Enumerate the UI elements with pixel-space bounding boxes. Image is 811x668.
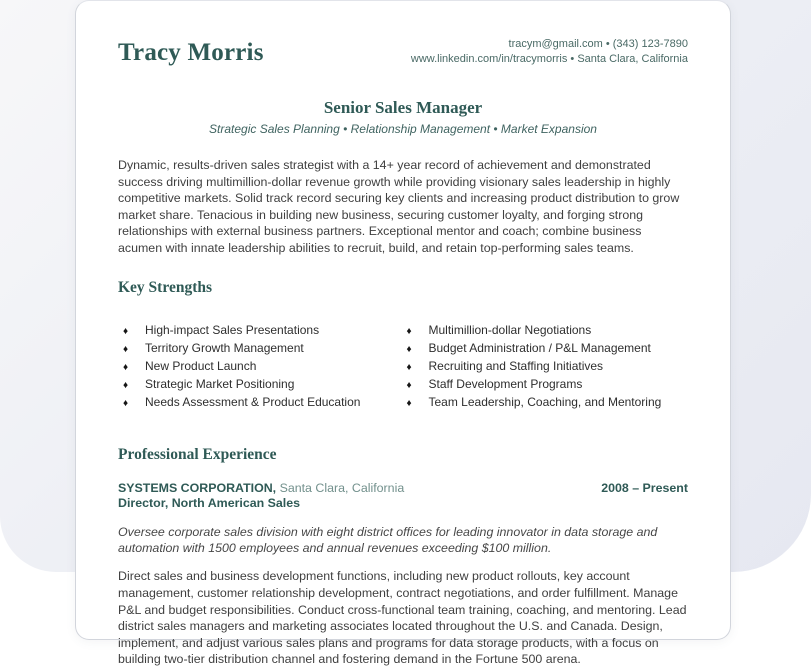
diamond-bullet-icon: ♦ [406,379,412,391]
list-item [407,324,689,338]
strength-label: Team Leadership, Coaching, and Mentoring [428,394,662,409]
list-item [123,360,405,374]
company-and-location [118,481,404,496]
diamond-bullet-icon: ♦ [123,361,129,373]
strength-label: Multimillion-dollar Negotiations [428,322,592,337]
company-location: Santa Clara, California [279,480,405,495]
candidate-name: Tracy Morris [118,39,264,66]
resume-title: Senior Sales Manager [323,98,483,117]
list-item [407,342,689,356]
job-intro-paragraph: Oversee corporate sales division with eight district offices for leading innovator in data storage and automation with 1500 employees and annual revenues exceeding $100 million. [118,524,658,555]
strength-label: Staff Development Programs [428,376,583,391]
resume-header [118,35,688,67]
diamond-bullet-icon: ♦ [406,343,412,355]
diamond-bullet-icon: ♦ [406,397,412,409]
employment-dates: 2008 – Present [601,480,688,495]
job-role: Director, North American Sales [118,495,301,510]
contact-info [411,35,688,67]
list-item [123,378,405,392]
job-company-row [118,481,688,496]
list-item [407,378,689,392]
job-entry [118,481,688,511]
key-strengths-list [118,324,688,410]
strength-label: New Product Launch [145,358,257,373]
strength-label: Territory Growth Management [145,340,304,355]
contact-line-linkedin-location: www.linkedin.com/in/tracymorris • Santa Clara, California [410,53,688,65]
resume-tagline: Strategic Sales Planning • Relationship Management • Market Expansion [209,122,597,136]
diamond-bullet-icon: ♦ [123,397,129,409]
list-item [123,324,405,338]
strength-label: Budget Administration / P&L Management [428,340,651,355]
diamond-bullet-icon: ♦ [406,325,412,337]
summary-paragraph: Dynamic, results-driven sales strategist with a 14+ year record of achievement and demonstrated success driving multimillion-dollar revenue growth while providing visionary sales leadership in highly competitive markets. Solid track record securing key clients and increasing product distribution to grow market share. Tenacious in building new business, securing customer loyalty, and forging strong relationships with external business partners. Exceptional mentor and coach; combine business acumen with innate leadership abilities to recruit, build, and retain top-performing sales teams. [118,158,680,255]
strength-label: Strategic Market Positioning [145,376,295,391]
diamond-bullet-icon: ♦ [123,325,129,337]
title-block [118,98,688,136]
diamond-bullet-icon: ♦ [123,343,129,355]
list-item [123,342,405,356]
resume-document [75,0,731,667]
contact-line-email-phone: tracym@gmail.com • (343) 123-7890 [508,38,688,50]
section-heading-professional-experience: Professional Experience [118,445,277,463]
strength-label: Needs Assessment & Product Education [145,394,361,409]
list-item [123,396,405,410]
strength-label: Recruiting and Staffing Initiatives [428,358,604,373]
strength-label: High-impact Sales Presentations [145,322,320,337]
job-description-paragraph: Direct sales and business development functions, including new product rollouts, key account management, customer relationship development, contract negotiations, and order fulfillment. Manage P&L and budget responsibilities. Conduct cross-functional team training, coaching, and mentoring. Lead district sales managers and marketing associates located throughout the U.S. and Canada. Design, implement, and adjust various sales plans and programs for data storage products, with a focus on building two-tier distribution channel and fostering demand in the Fortune 500 arena. [118,569,687,667]
diamond-bullet-icon: ♦ [123,379,129,391]
list-item [407,360,689,374]
company-name: SYSTEMS CORPORATION, [118,480,277,495]
diamond-bullet-icon: ♦ [406,361,412,373]
list-item [407,396,689,410]
section-heading-key-strengths: Key Strengths [118,278,213,296]
